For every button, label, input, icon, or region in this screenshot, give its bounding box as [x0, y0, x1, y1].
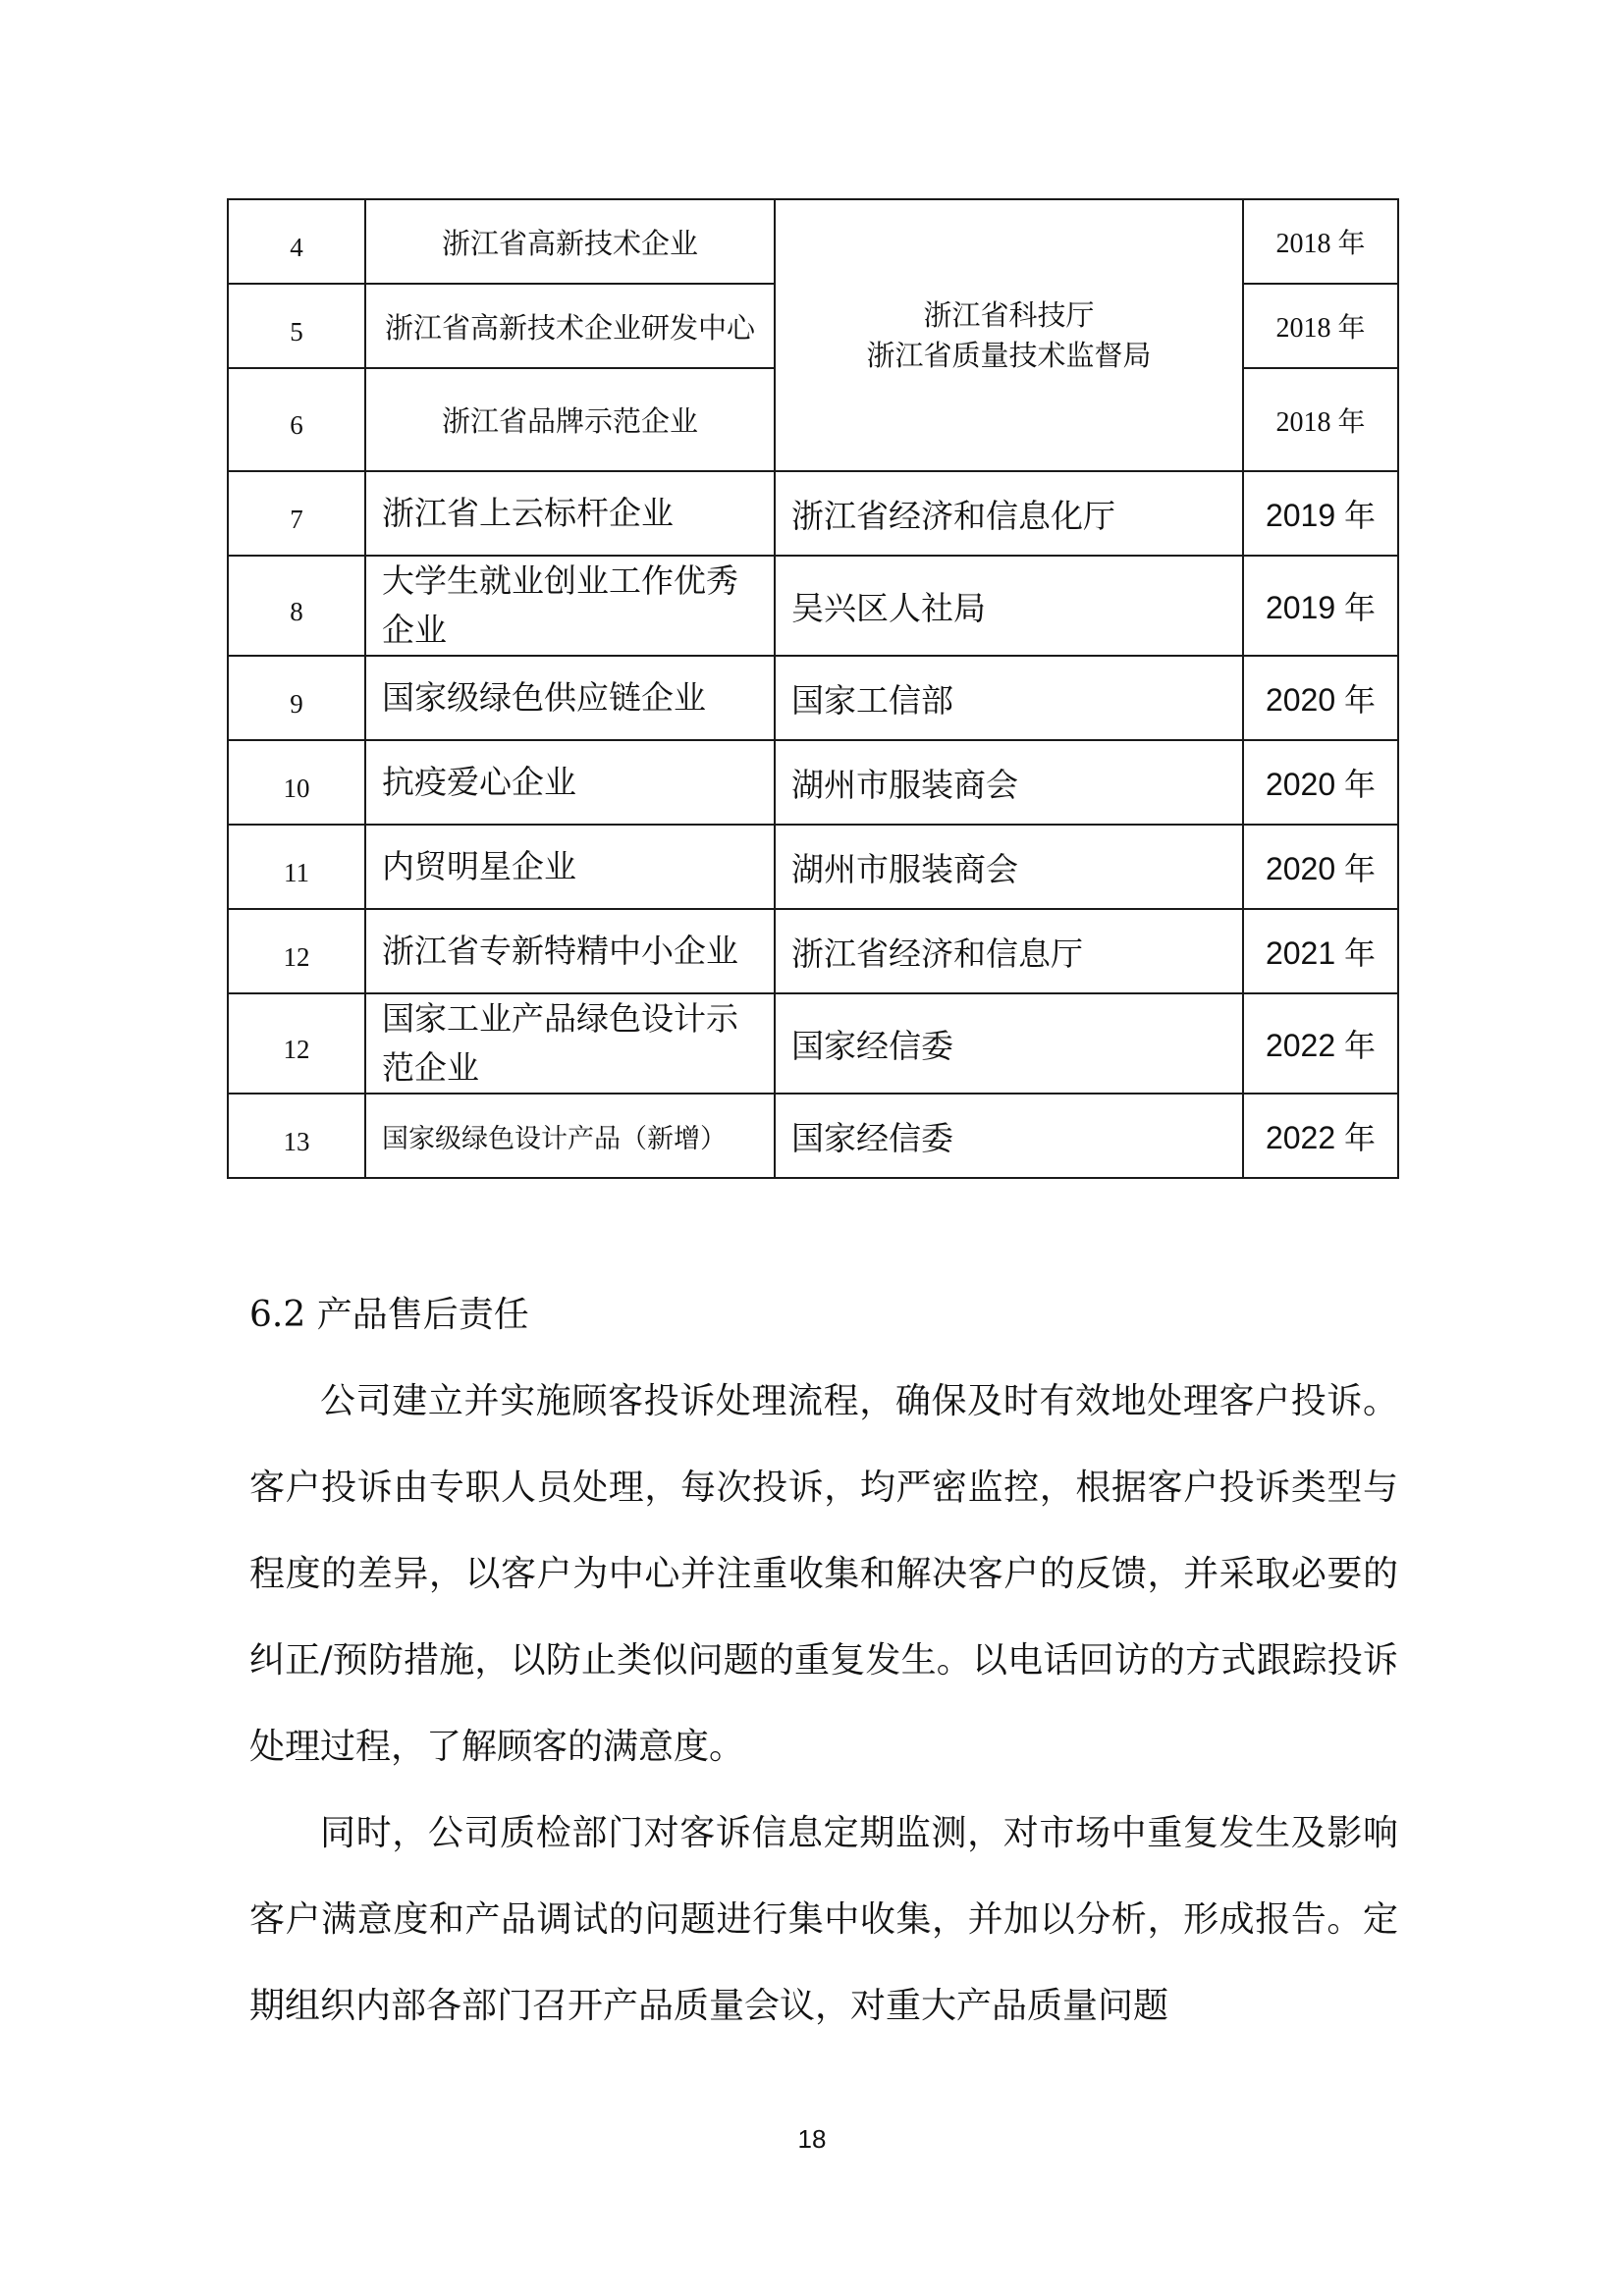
issuing-org-merged-cell [775, 199, 1243, 471]
year-cell: 2018 年 [1243, 284, 1398, 368]
row-number-cell: 6 [228, 368, 365, 471]
year-cell: 2019 年 [1243, 556, 1398, 656]
honor-name-cell: 浙江省品牌示范企业 [365, 368, 775, 471]
honor-name-cell: 大学生就业创业工作优秀企业 [365, 556, 775, 656]
honor-name-cell: 浙江省高新技术企业 [365, 199, 775, 284]
body-paragraph: 公司建立并实施顾客投诉处理流程，确保及时有效地处理客户投诉。客户投诉由专职人员处理，每次投诉，均严密监控，根据客户投诉类型与程度的差异，以客户为中心并注重收集和解决客户的反馈，并采取必要的纠正/预防措施，以防止类似问题的重复发生。以电话回访的方式跟踪投诉处理过程，了解顾客的满意度。 [249, 1381, 1398, 1767]
honor-name-cell: 内贸明星企业 [365, 825, 775, 909]
row-number-cell: 5 [228, 284, 365, 368]
year-cell: 2020 年 [1243, 825, 1398, 909]
table-row [228, 909, 1398, 993]
table-row [228, 1094, 1398, 1178]
honors-table [227, 198, 1399, 1179]
issuing-org-cell: 浙江省经济和信息化厅 [775, 471, 1243, 556]
honor-name-cell: 国家级绿色设计产品（新增） [365, 1094, 775, 1178]
row-number-cell: 13 [228, 1094, 365, 1178]
year-cell: 2018 年 [1243, 368, 1398, 471]
page-number: 18 [797, 2124, 827, 2154]
table-row [228, 471, 1398, 556]
honor-name-cell: 国家级绿色供应链企业 [365, 656, 775, 740]
issuing-org-cell: 湖州市服装商会 [775, 740, 1243, 825]
row-number-cell: 9 [228, 656, 365, 740]
issuing-org-line: 浙江省质量技术监督局 [866, 338, 1152, 372]
year-cell: 2019 年 [1243, 471, 1398, 556]
year-cell: 2022 年 [1243, 993, 1398, 1094]
honor-name-cell: 抗疫爱心企业 [365, 740, 775, 825]
honor-name-cell: 浙江省高新技术企业研发中心 [365, 284, 775, 368]
issuing-org-cell: 国家经信委 [775, 1094, 1243, 1178]
row-number-cell: 12 [228, 993, 365, 1094]
issuing-org-cell: 国家经信委 [775, 993, 1243, 1094]
year-cell: 2020 年 [1243, 740, 1398, 825]
honor-name-cell: 浙江省专新特精中小企业 [365, 909, 775, 993]
row-number-cell: 11 [228, 825, 365, 909]
issuing-org-line: 浙江省科技厅 [923, 297, 1095, 332]
body-paragraph: 同时，公司质检部门对客诉信息定期监测，对市场中重复发生及影响客户满意度和产品调试的问题进行集中收集，并加以分析，形成报告。定期组织内部各部门召开产品质量会议，对重大产品质量问题 [249, 1813, 1398, 2026]
table-row [228, 199, 1398, 284]
honor-name-cell: 浙江省上云标杆企业 [365, 471, 775, 556]
year-cell: 2020 年 [1243, 656, 1398, 740]
row-number-cell: 7 [228, 471, 365, 556]
year-cell: 2022 年 [1243, 1094, 1398, 1178]
year-cell: 2021 年 [1243, 909, 1398, 993]
issuing-org-cell: 浙江省经济和信息厅 [775, 909, 1243, 993]
table-row [228, 825, 1398, 909]
year-cell: 2018 年 [1243, 199, 1398, 284]
issuing-org-cell: 国家工信部 [775, 656, 1243, 740]
section-heading: 6.2 产品售后责任 [249, 1295, 529, 1335]
row-number-cell: 10 [228, 740, 365, 825]
honor-name-cell: 国家工业产品绿色设计示范企业 [365, 993, 775, 1094]
row-number-cell: 8 [228, 556, 365, 656]
table-row [228, 656, 1398, 740]
row-number-cell: 12 [228, 909, 365, 993]
row-number-cell: 4 [228, 199, 365, 284]
issuing-org-cell: 湖州市服装商会 [775, 825, 1243, 909]
issuing-org-cell: 吴兴区人社局 [775, 556, 1243, 656]
table-row [228, 740, 1398, 825]
table-row [228, 993, 1398, 1094]
table-row [228, 556, 1398, 656]
